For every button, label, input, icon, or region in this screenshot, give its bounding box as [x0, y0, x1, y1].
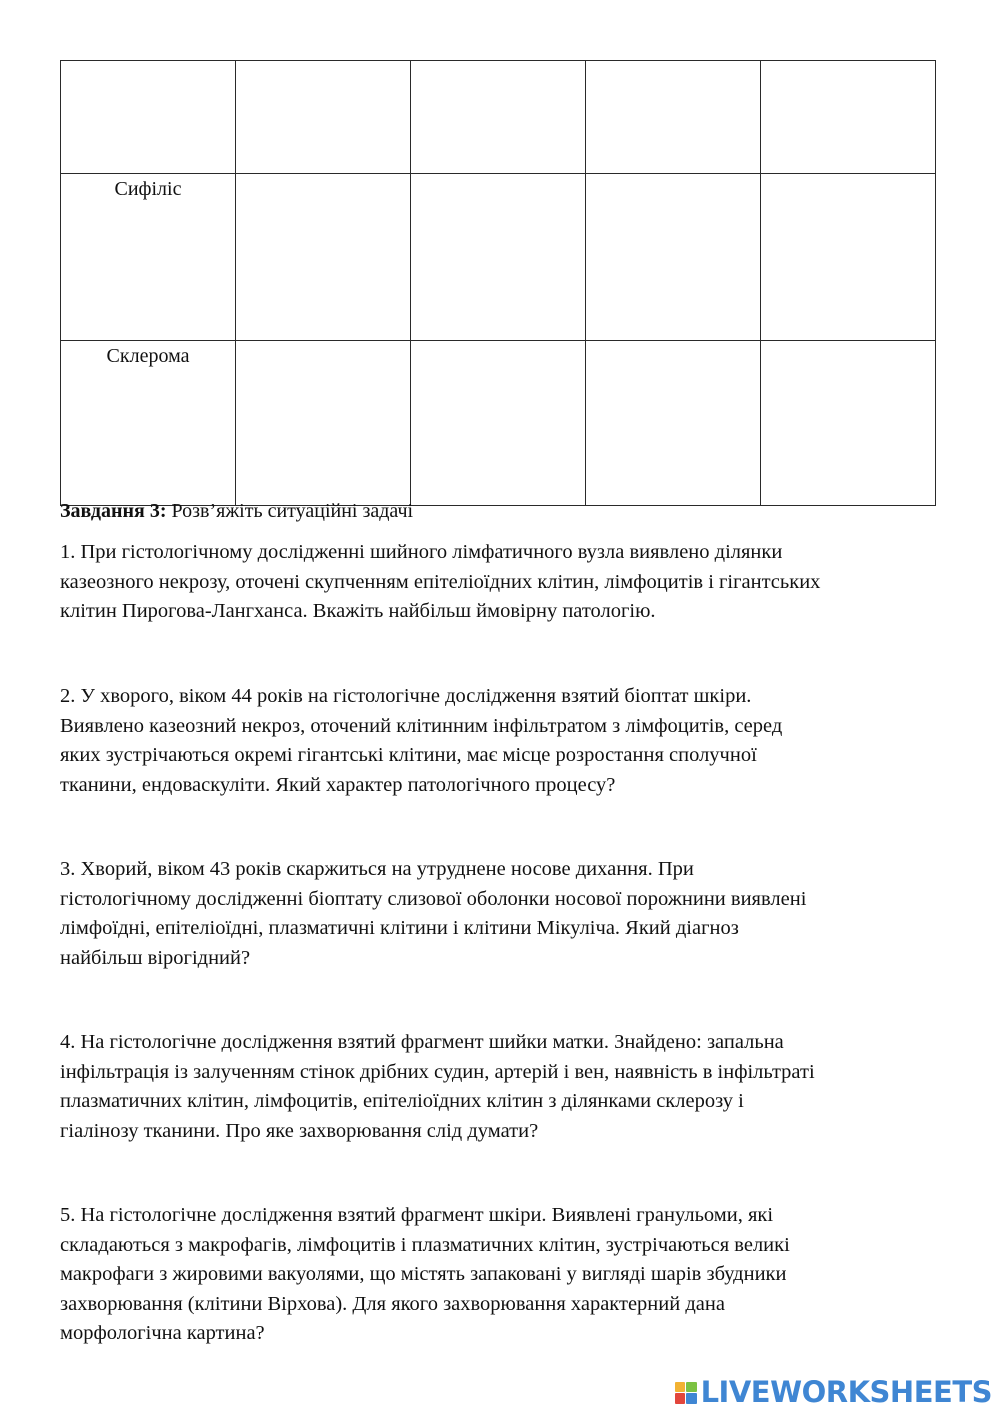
- logo-tile: [686, 1393, 697, 1404]
- logo-tile: [675, 1393, 686, 1404]
- table-row: [61, 61, 936, 174]
- answer-cell[interactable]: [586, 174, 761, 341]
- answer-cell[interactable]: [411, 341, 586, 506]
- answer-cell[interactable]: [236, 341, 411, 506]
- logo-text: LIVEWORKSHEETS: [700, 1375, 992, 1409]
- answer-cell[interactable]: [586, 341, 761, 506]
- problem-4: 4. На гістологічне дослідження взятий фрагмент шийки матки. Знайдено: запальна інфільтрація із залученням стінок дрібних судин, артерій і вен, наявність в інфільтраті плазматичних клітин, лімфоцитів, епітеліоїдних клітин з ділянками склерозу і гіалінозу тканини. Про яке захворювання слід думати?: [60, 1031, 815, 1142]
- answer-cell[interactable]: [236, 174, 411, 341]
- table-row: [61, 174, 936, 341]
- problem-3: 3. Хворий, віком 43 років скаржиться на утруднене носове дихання. При гістологічному дослідженні біоптату слизової оболонки носової порожнини виявлені лімфоїдні, епітеліоїдні, плазматичні клітини і клітини Мікуліча. Який діагноз найбільш вірогідний?: [60, 858, 807, 969]
- problem-1: 1. При гістологічному дослідженні шийного лімфатичного вузла виявлено ділянки казеозного некрозу, оточені скупченням епітеліоїдних клітин, лімфоцитів і гігантських клітин Пирогова-Лангханса. Вкажіть найбільш ймовірну патологію.: [60, 541, 821, 622]
- task-title: Завдання 3:: [60, 500, 167, 522]
- logo-tile: [675, 1382, 686, 1393]
- logo-mark-icon: [675, 1382, 697, 1404]
- logo-tile: [686, 1382, 697, 1393]
- row-label-scleroma: Склерома: [61, 341, 236, 506]
- problem-2: 2. У хворого, віком 44 років на гістологічне дослідження взятий біоптат шкіри. Виявлено казеозний некроз, оточений клітинним інфільтратом з лімфоцитів, серед яких зустрічаються окремі гігантські клітини, має місце розростання сполучної тканини, ендоваскуліти. Який характер патологічного процесу?: [60, 685, 783, 796]
- table-row: [61, 341, 936, 506]
- liveworksheets-logo[interactable]: [675, 1375, 992, 1409]
- row-label-syphilis: Сифіліс: [61, 174, 236, 341]
- task-heading: [60, 497, 413, 525]
- problem-5: 5. На гістологічне дослідження взятий фрагмент шкіри. Виявлені гранульоми, які складаються з макрофагів, лімфоцитів і плазматичних клітин, зустрічаються великі макрофаги з жировими вакуолями, що містять запаковані у вигляді шарів збудники захворювання (клітини Вірхова). Для якого захворювання характерний дана морфологічна картина?: [60, 1204, 790, 1344]
- row-label-cell: [61, 61, 236, 174]
- answer-cell[interactable]: [411, 174, 586, 341]
- task-subtitle: Розв’яжіть ситуаційні задачі: [166, 500, 414, 522]
- answer-cell[interactable]: [761, 341, 936, 506]
- classification-table: [60, 60, 936, 506]
- answer-cell[interactable]: [586, 61, 761, 174]
- answer-cell[interactable]: [761, 174, 936, 341]
- answer-cell[interactable]: [236, 61, 411, 174]
- answer-cell[interactable]: [761, 61, 936, 174]
- answer-cell[interactable]: [411, 61, 586, 174]
